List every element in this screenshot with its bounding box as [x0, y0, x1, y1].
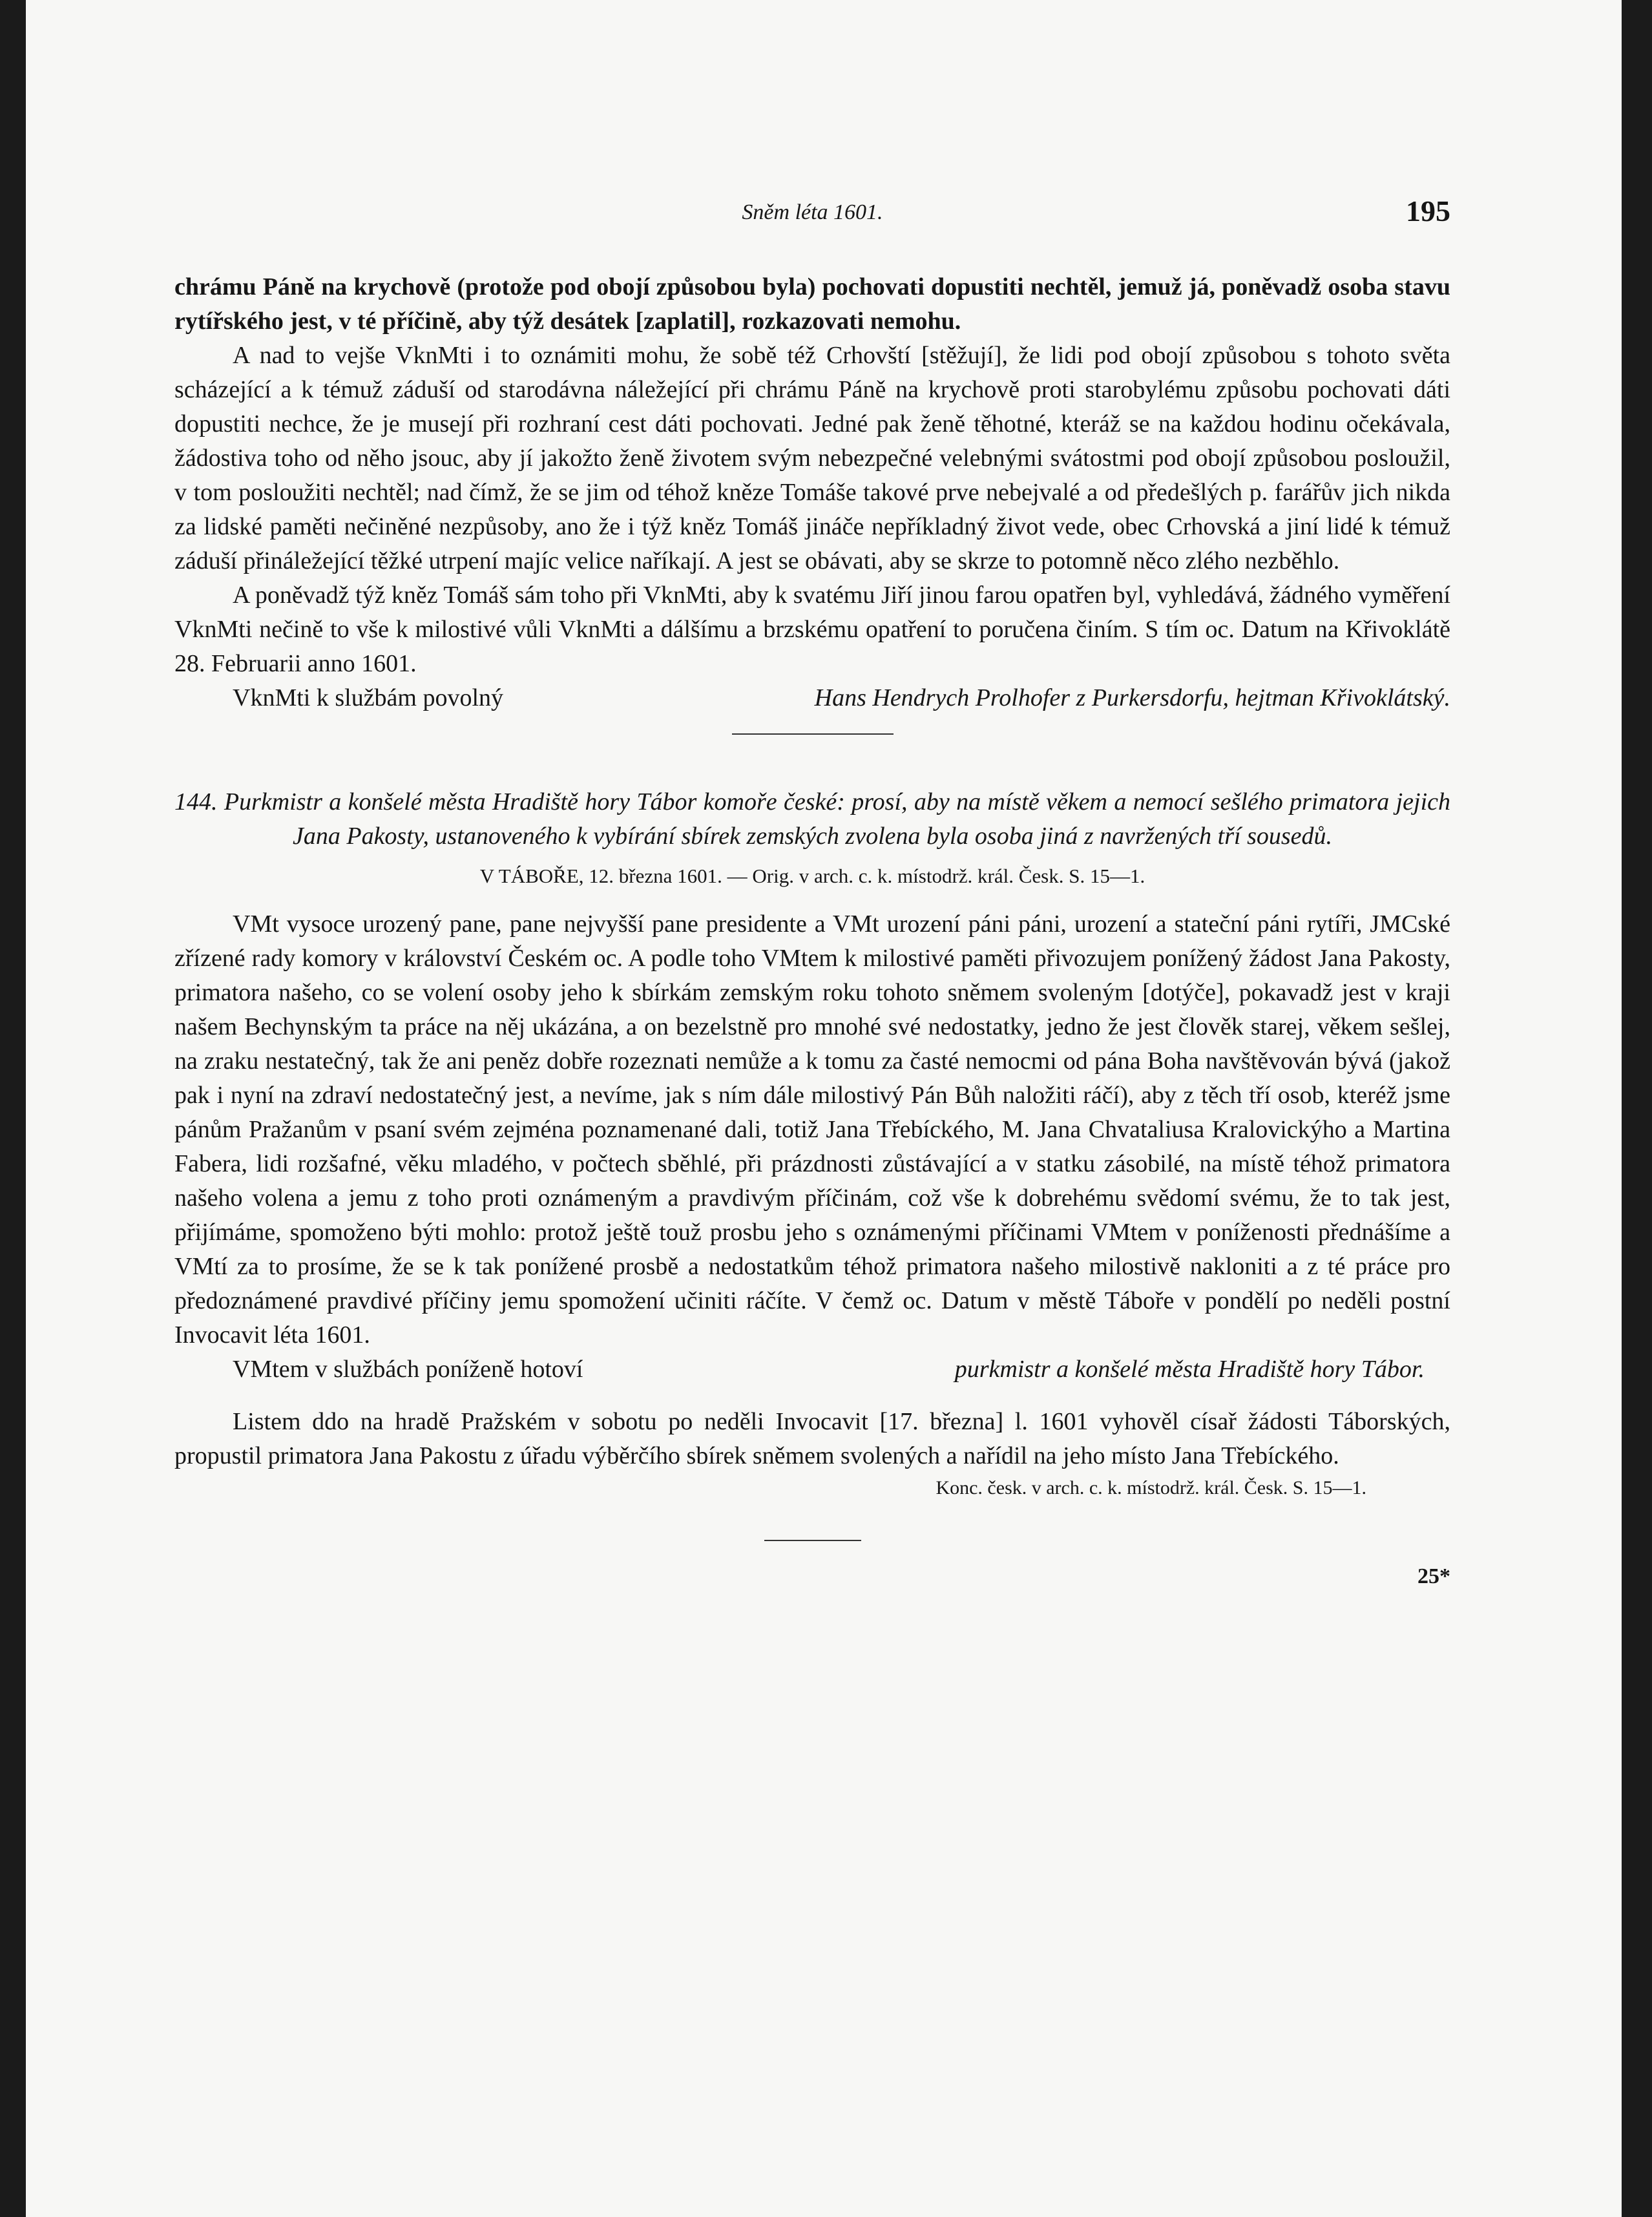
closing-formula: VMtem v službách poníženě hotoví	[233, 1356, 583, 1383]
letter-143-continuation	[174, 270, 1450, 681]
closing-formula: VknMti k službám povolný	[233, 684, 504, 711]
document-144-heading	[174, 785, 1450, 854]
editorial-note	[174, 1405, 1450, 1473]
signatory: purkmistr a konšelé města Hradiště hory Tábor.	[954, 1356, 1425, 1383]
paragraph: Listem ddo na hradě Pražském v sobotu po neděli Invocavit [17. března] l. 1601 vyhověl císař žádosti Táborských, propustil primatora Jana Pakostu z úřadu výběrčího sbírek sněmem svolených a nařídil na jeho místo Jana Třebíckého.	[174, 1408, 1450, 1469]
paragraph: A nad to vejše VknMti i to oznámiti mohu, že sobě též Crhovští [stěžují], že lidi pod obojí způsobou s tohoto světa scházející a k témuž záduší od starodávna náležející při chrámu Páně na krychově proti starobylému způsobu pochovati dáti dopustiti nechce, že je musejí při rozhraní cest dáti pochovati. Jedné pak ženě těhotné, kteráž se na každou hodinu očekávala, žádostiva toho od něho jsouc, aby jí jakožto ženě životem svým nebezpečné velebnými svátostmi pod obojí způsobou posloužil, v tom posloužiti nechtěl; nad čímž, že se jim od téhož kněze Tomáše takové prve nebejvalé a od předešlých p. farářův jich nikda za lidské paměti nečiněné nezpůsoby, ano že i týž kněz Tomáš jináče nepříkladný život vede, obec Crhovská a jiní lidé k témuž záduší přináležející těžké utrpení majíc velice naříkají. A jest se obávati, aby se skrze to potomně něco zlého nezběhlo.	[174, 342, 1450, 574]
footer	[174, 1564, 1450, 1603]
document-144-body	[174, 907, 1450, 1352]
running-head	[174, 194, 1450, 246]
scanned-page	[26, 0, 1622, 2217]
page-number: 195	[1406, 194, 1450, 227]
document-summary: Purkmistr a konšelé města Hradiště hory Tábor komoře české: prosí, aby na místě věkem a nemocí sešlého primatora jejich Jana Pakosty, ustanoveného k vybírání sbírek zemských zvolena byla osoba jiná z navržených tří sousedů.	[224, 788, 1450, 850]
signatory: Hans Hendrych Prolhofer z Purkersdorfu, hejtman Křivoklátský.	[814, 684, 1450, 711]
section-divider	[732, 733, 894, 735]
document-source: V TÁBOŘE, 12. března 1601. — Orig. v arch. c. k. místodrž. král. Česk. S. 15—1.	[479, 865, 1145, 887]
document-number: 144.	[174, 788, 218, 815]
paragraph: A poněvadž týž kněz Tomáš sám toho při VknMti, aby k svatému Jiří jinou farou opatřen byl, vyhledává, žádného vyměření VknMti nečině to vše k milostivé vůli VknMti a dálšímu a brzskému opatření to poručena činím. S tím oc. Datum na Křivoklátě 28. Februarii anno 1601.	[174, 582, 1450, 677]
letter-143-signature	[233, 681, 1450, 715]
signature-mark: 25*	[1417, 1564, 1450, 1588]
note-source: Konc. česk. v arch. c. k. místodrž. král. Česk. S. 15—1.	[936, 1477, 1366, 1498]
paragraph: chrámu Páně na krychově (protože pod obojí způsobou byla) pochovati dopustiti nechtěl, jemuž já, poněvadž osoba stavu rytířského jest, v té příčině, aby týž desátek [zaplatil], rozkazovati nemohu.	[174, 273, 1450, 335]
page-content	[174, 194, 1450, 1603]
paragraph: VMt vysoce urozený pane, pane nejvyšší pane presidente a VMt urození páni páni, urození a stateční páni rytíři, JMCské zřízené rady komory v království Českém oc. A podle toho VMtem k milostivé paměti přivozujem ponížený žádost Jana Pakosty, primatora našeho, co se volení osoby jeho k sbírkám zemským roku tohoto sněmem svoleným [dotýče], pokavadž jest v kraji našem Bechynským ta práce na něj ukázána, a on bezelstně pro mnohé své nedostatky, jedno že jest člověk starej, věkem sešlej, na zraku nestatečný, tak že ani peněz dobře rozeznati nemůže a k tomu za časté nemocmi od pána Boha navštěvován bývá (jakož pak i nyní na zdraví nedostatečný jest, a nevíme, jak s ním dále milostivý Pán Bůh naložiti ráčí), aby z těch tří osob, kteréž jsme pánům Pražanům v psaní svém zejména poznamenané dali, totiž Jana Třebíckého, M. Jana Chvataliusa Kralovickýho a Martina Fabera, lidi rozšafné, věku mladého, v počtech sběhlé, při prázdnosti zůstávající a v statku zásobilé, na místě téhož primatora našeho volena a jemu z toho proti oznámeným a pravdivým příčinám, což vše k dobrehému svědomí svému, že to tak jest, přijímáme, spomoženo býti mohlo: protož ještě touž prosbu jeho s oznámenými příčinami VMtem v poníženosti přednášíme a VMtí za to prosíme, že se k tak ponížené prosbě a nedostatkům téhož primatora našeho milostivě nakloniti a z té práce pro předoznámené pravdivé příčiny jemu spomožení učiniti ráčíte. V čemž oc. Datum v městě Táboře v pondělí po neděli postní Invocavit léta 1601.	[174, 910, 1450, 1349]
section-divider	[764, 1540, 861, 1541]
running-head-title: Sněm léta 1601.	[742, 200, 883, 224]
document-144-signature	[233, 1352, 1450, 1387]
